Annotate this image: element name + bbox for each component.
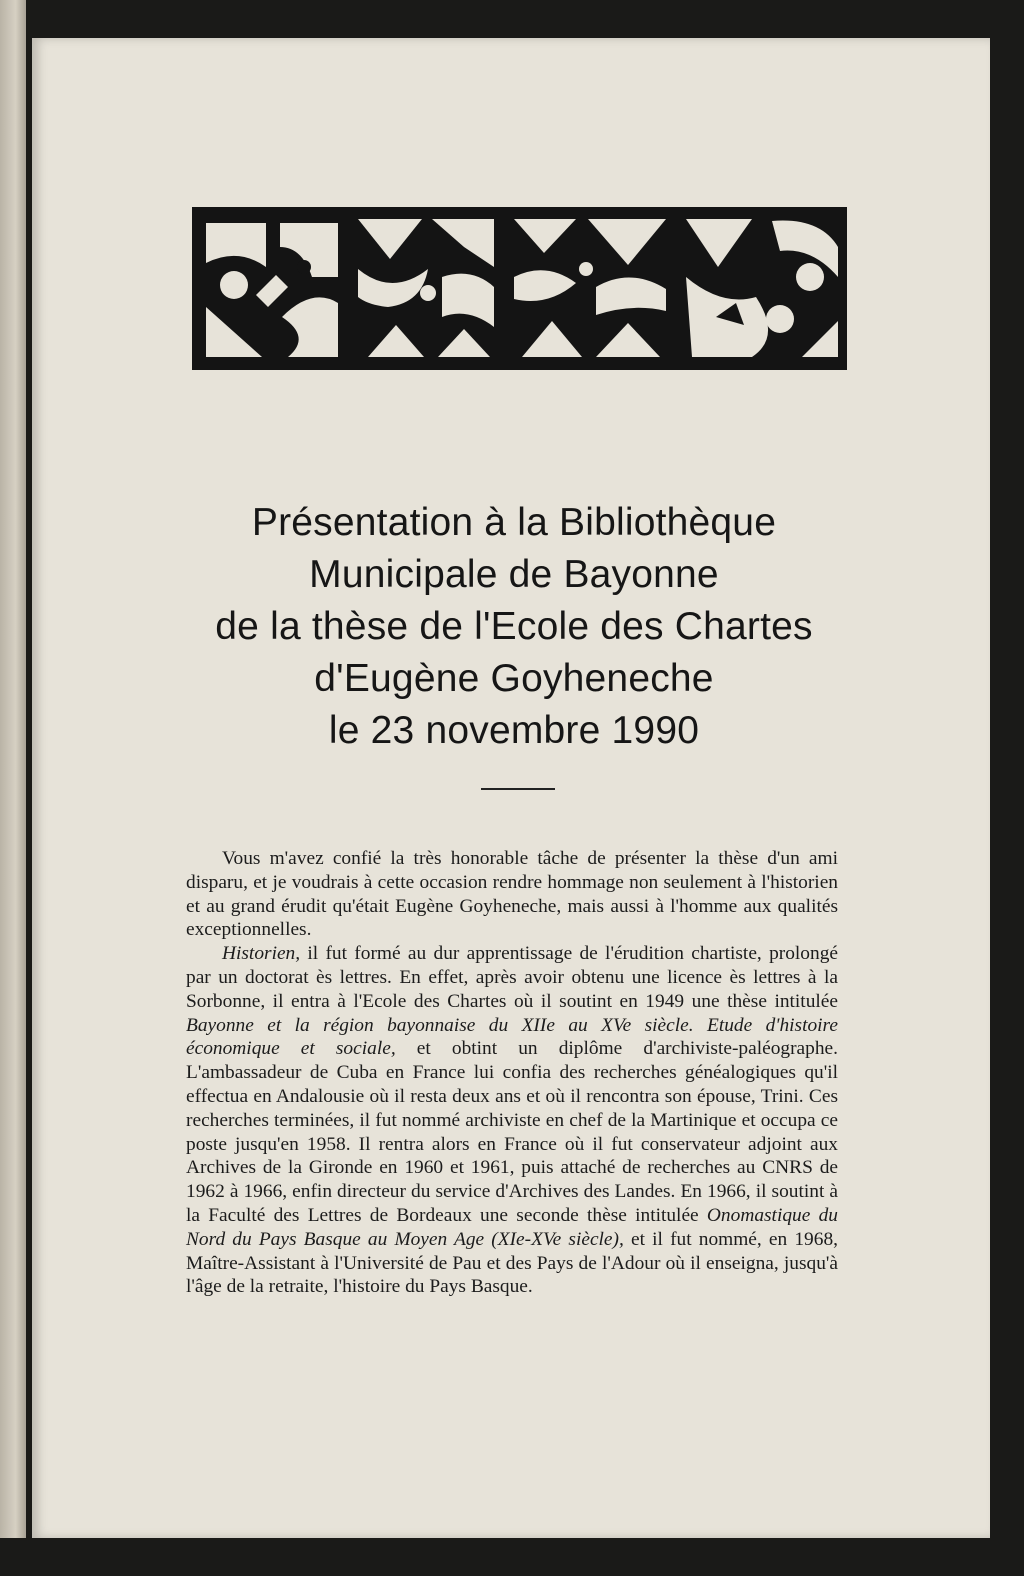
paragraph-1: Vous m'avez confié la très honorable tâche de présenter la thèse d'un ami disparu, et je voudrais à cette occasion rendre hommage non seulement à l'historien et au grand érudit qu'était Eugène Goyheneche, mais aussi à l'homme aux qualités exceptionnelles. (186, 848, 838, 941)
facing-page-edge (0, 0, 26, 1576)
title-divider (481, 788, 555, 790)
title-line-1: Présentation à la Bibliothèque (251, 501, 777, 544)
paragraph-2-part-2: et obtint un diplôme d'archiviste-paléographe. L'ambassadeur de Cuba en France lui confia des recherches généalogiques qu'il effectua en Andalousie où il resta deux ans et où il rencontra son épouse, Trini. Ces recherches terminées, il fut nommé archiviste en chef de la Martinique et occupa ce poste jusqu'en 1958. Il rentra alors en France où il fut conservateur adjoint aux Archives de la Gironde en 1960 et 1961, puis attaché de recherches au CNRS de 1962 à 1966, enfin directeur du service d'Archives des Landes. En 1966, il soutint à la Faculté des Lettres de Bordeaux une seconde thèse intitulée (186, 1038, 838, 1226)
title-line-4: d'Eugène Goyheneche (314, 657, 714, 700)
title-line-5: le 23 novembre 1990 (328, 709, 700, 752)
paragraph-2-part-1: il fut formé au dur apprentissage de l'érudition chartiste, prolongé par un doctorat ès lettres. En effet, après avoir obtenu une licence ès lettres à la Sorbonne, il entra à l'Ecole des Chartes où il soutint en 1949 une thèse intitulée (186, 943, 838, 1012)
title-line-3: de la thèse de l'Ecole des Chartes (215, 605, 813, 648)
page-title (160, 497, 868, 757)
thesis-title-1: Bayonne et la région bayonnaise du XIIe au XVe siècle. Etude d'histoire économique et sociale, (186, 1014, 838, 1060)
title-line-2: Municipale de Bayonne (309, 553, 719, 596)
paragraph-2-part-3: et il fut nommé, en 1968, Maître-Assistant à l'Université de Pau et des Pays de l'Adour où il enseigna, jusqu'à l'âge de la retraite, l'histoire du Pays Basque. (186, 1228, 838, 1298)
basque-ornament-frieze (192, 207, 847, 370)
paragraph-2 (186, 942, 838, 1299)
body-text (186, 847, 838, 1299)
thesis-title-2: Onomastique du Nord du Pays Basque au Moyen Age (XIe-XVe siècle), (186, 1204, 838, 1250)
paragraph-2-lead: Historien, (222, 943, 301, 965)
scan-border (0, 1538, 1024, 1576)
